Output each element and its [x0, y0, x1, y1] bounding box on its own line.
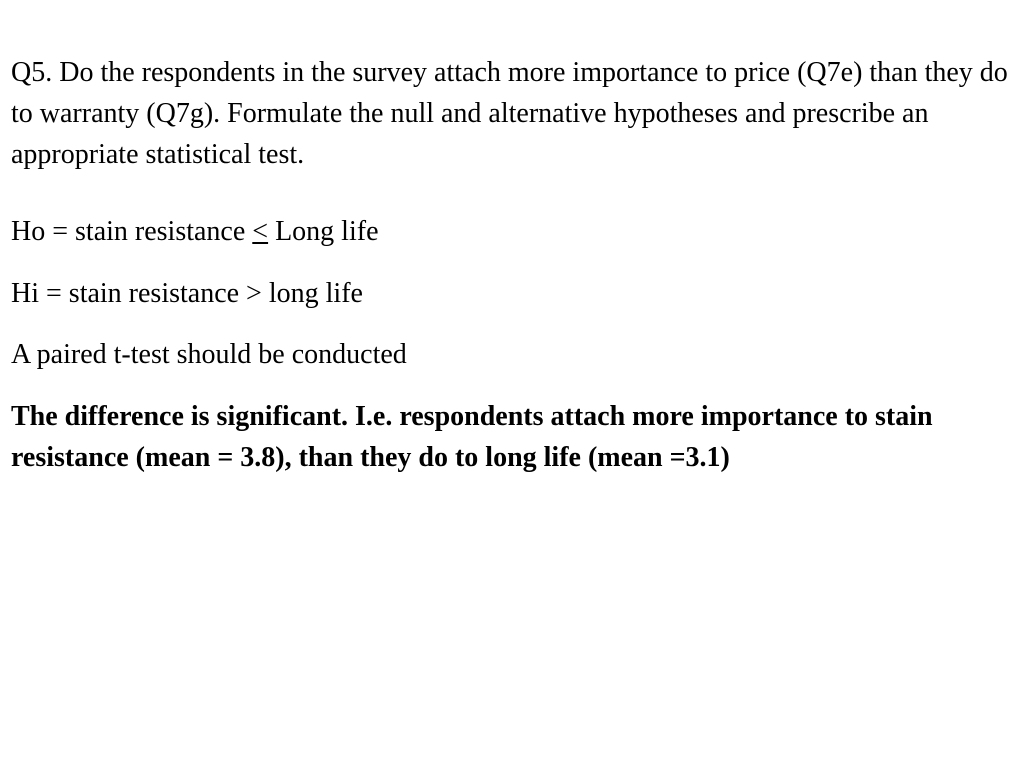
- test-recommendation: A paired t-test should be conducted: [11, 339, 407, 370]
- null-hypothesis: [11, 216, 379, 248]
- conclusion-text: The difference is significant. I.e. respondents attach more importance to stain resistance (mean = 3.8), than they do to long life (mean =3.1): [11, 401, 933, 473]
- alternative-hypothesis: Hi = stain resistance > long life: [11, 278, 363, 309]
- null-hypothesis-lhs: Ho = stain resistance: [11, 216, 253, 247]
- null-hypothesis-rhs: Long life: [268, 216, 379, 247]
- less-equal-operator: <: [252, 216, 269, 247]
- question-text: Q5. Do the respondents in the survey attach more importance to price (Q7e) than they do to warranty (Q7g). Formulate the null and alternative hypotheses and prescribe an appropriate statistical test.: [11, 57, 1008, 170]
